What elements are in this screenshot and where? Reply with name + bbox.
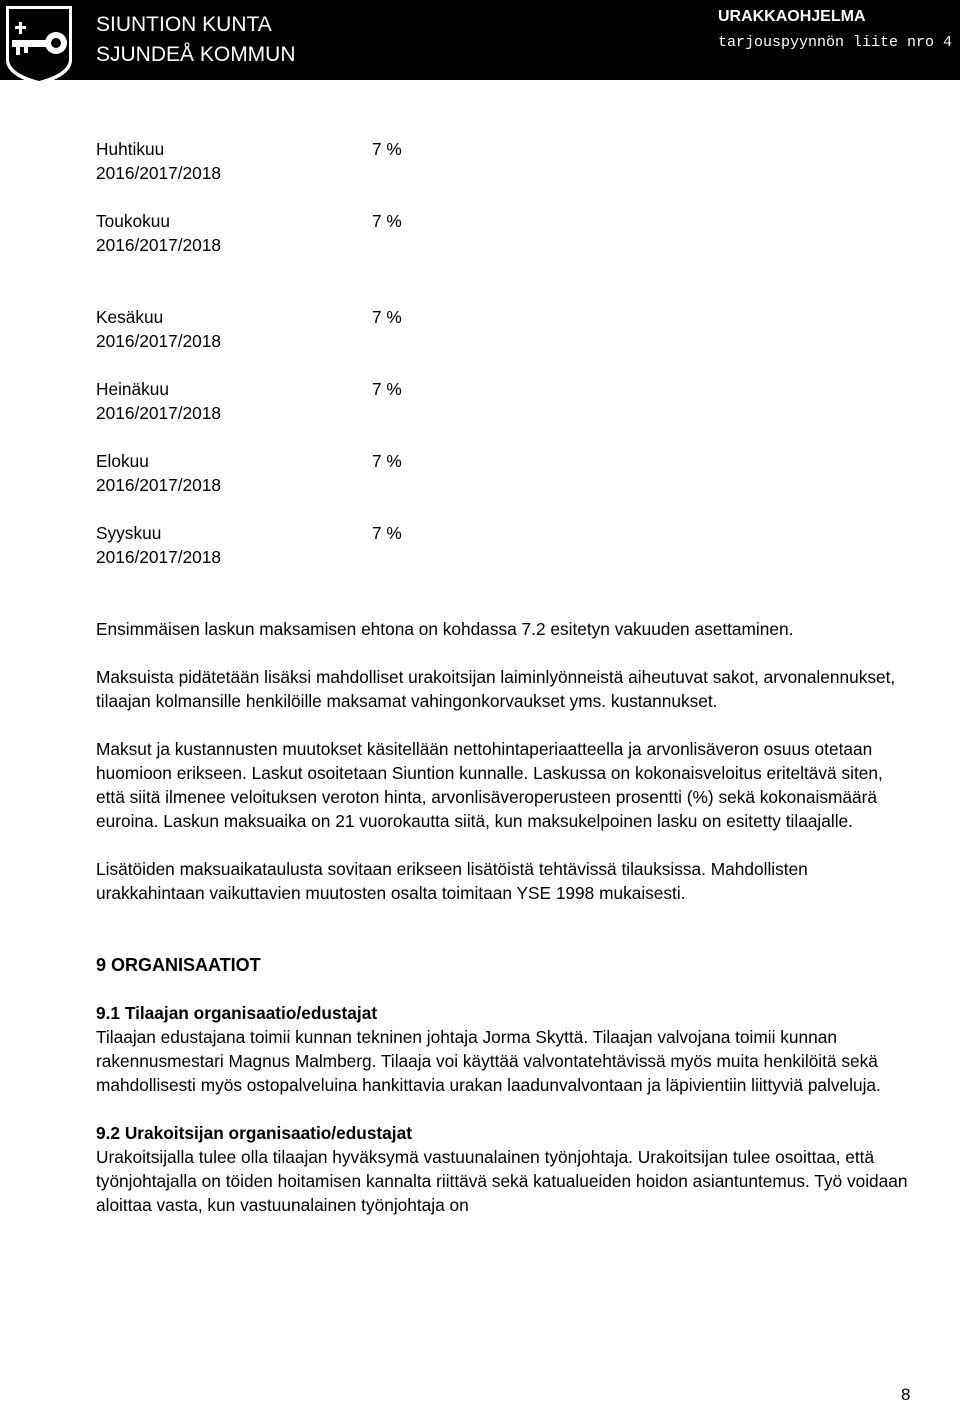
paragraph-deductions: Maksuista pidätetään lisäksi mahdolliset urakoitsijan laiminlyönneistä aiheutuvat sakot, arvonalennukset, tilaajan kolmansille henkilöille maksamat vahingonkorvaukset yms. kustannukset.: [96, 667, 896, 711]
paragraph-first-invoice: Ensimmäisen laskun maksamisen ehtona on kohdassa 7.2 esitetyn vakuuden asettaminen.: [96, 619, 794, 639]
municipality-name-sv: SJUNDEÅ KOMMUN: [96, 43, 296, 66]
paragraph-contractor-organisation: Urakoitsijalla tulee olla tilaajan hyväksymä vastuunalainen työnjohtaja. Urakoitsijan tulee osoittaa, että työnjohtajalla on töiden hoitamisen kannalta riittävä sekä katualueiden hoidon asiantuntemus. Työ voidaan aloittaa vasta, kun vastuunalainen työnjohtaja on: [96, 1147, 908, 1215]
municipality-name: [96, 10, 296, 70]
schedule-years: 2016/2017/2018: [96, 163, 221, 183]
schedule-month: Toukokuu: [96, 211, 170, 231]
section-heading-organisations: 9 ORGANISAATIOT: [96, 955, 261, 975]
schedule-percent: 7 %: [372, 523, 402, 543]
key-coat-of-arms-icon: [4, 6, 76, 86]
schedule-years: 2016/2017/2018: [96, 403, 221, 423]
paragraph-invoicing: Maksut ja kustannusten muutokset käsitellään nettohintaperiaatteella ja arvonlisäveron osuus otetaan huomioon erikseen. Laskut osoitetaan Siuntion kunnalle. Laskussa on kokonaisveloitus eriteltävä siten, että siitä ilmenee veloituksen veroton hinta, arvonlisäveroperusteen prosentti (%) sekä kokonaismäärä euroina. Laskun maksuaika on 21 vuorokautta siitä, kun maksukelpoinen lasku on esitetty tilaajalle.: [96, 739, 883, 831]
schedule-percent: 7 %: [372, 307, 402, 327]
schedule-month: Huhtikuu: [96, 139, 165, 159]
schedule-row: [96, 305, 916, 329]
subsection-heading-contractor: 9.2 Urakoitsijan organisaatio/edustajat: [96, 1123, 412, 1143]
schedule-row: [96, 449, 916, 473]
schedule-month: Heinäkuu: [96, 379, 170, 399]
schedule-row: [96, 377, 916, 401]
schedule-month: Syyskuu: [96, 523, 162, 543]
document-title-block: [718, 6, 952, 58]
schedule-month: Elokuu: [96, 451, 149, 471]
schedule-years: 2016/2017/2018: [96, 547, 221, 567]
payment-schedule: [96, 137, 916, 569]
schedule-row: [96, 521, 916, 545]
schedule-row: [96, 209, 916, 233]
schedule-percent: 7 %: [372, 139, 402, 159]
schedule-percent: 7 %: [372, 379, 402, 399]
schedule-month: Kesäkuu: [96, 307, 164, 327]
page-header: [0, 0, 960, 80]
document-body: [96, 137, 916, 1217]
subsection-heading-client: 9.1 Tilaajan organisaatio/edustajat: [96, 1003, 378, 1023]
paragraph-client-organisation: Tilaajan edustajana toimii kunnan tekninen johtaja Jorma Skyttä. Tilaajan valvojana toimii kunnan rakennusmestari Magnus Malmberg. Tilaaja voi käyttää valvontatehtävissä myös muita henkilöitä sekä mahdollisesti myös ostopalveluina hankittavia urakan laadunvalvontaan ja läpivientiin liittyviä palveluja.: [96, 1027, 881, 1095]
page-number: 8: [901, 1385, 911, 1404]
schedule-percent: 7 %: [372, 211, 402, 231]
municipality-name-fi: SIUNTION KUNTA: [96, 13, 272, 36]
schedule-years: 2016/2017/2018: [96, 331, 221, 351]
document-subtitle: tarjouspyynnön liite nro 4: [717, 34, 952, 51]
schedule-years: 2016/2017/2018: [96, 235, 221, 255]
schedule-percent: 7 %: [372, 451, 402, 471]
paragraph-extra-work: Lisätöiden maksuaikataulusta sovitaan erikseen lisätöistä tehtävissä tilauksissa. Mahdollisten urakkahintaan vaikuttavien muutosten osalta toimitaan YSE 1998 mukaisesti.: [96, 859, 808, 903]
document-title: URAKKAOHJELMA: [717, 8, 866, 25]
schedule-years: 2016/2017/2018: [96, 475, 221, 495]
schedule-row: [96, 137, 916, 161]
